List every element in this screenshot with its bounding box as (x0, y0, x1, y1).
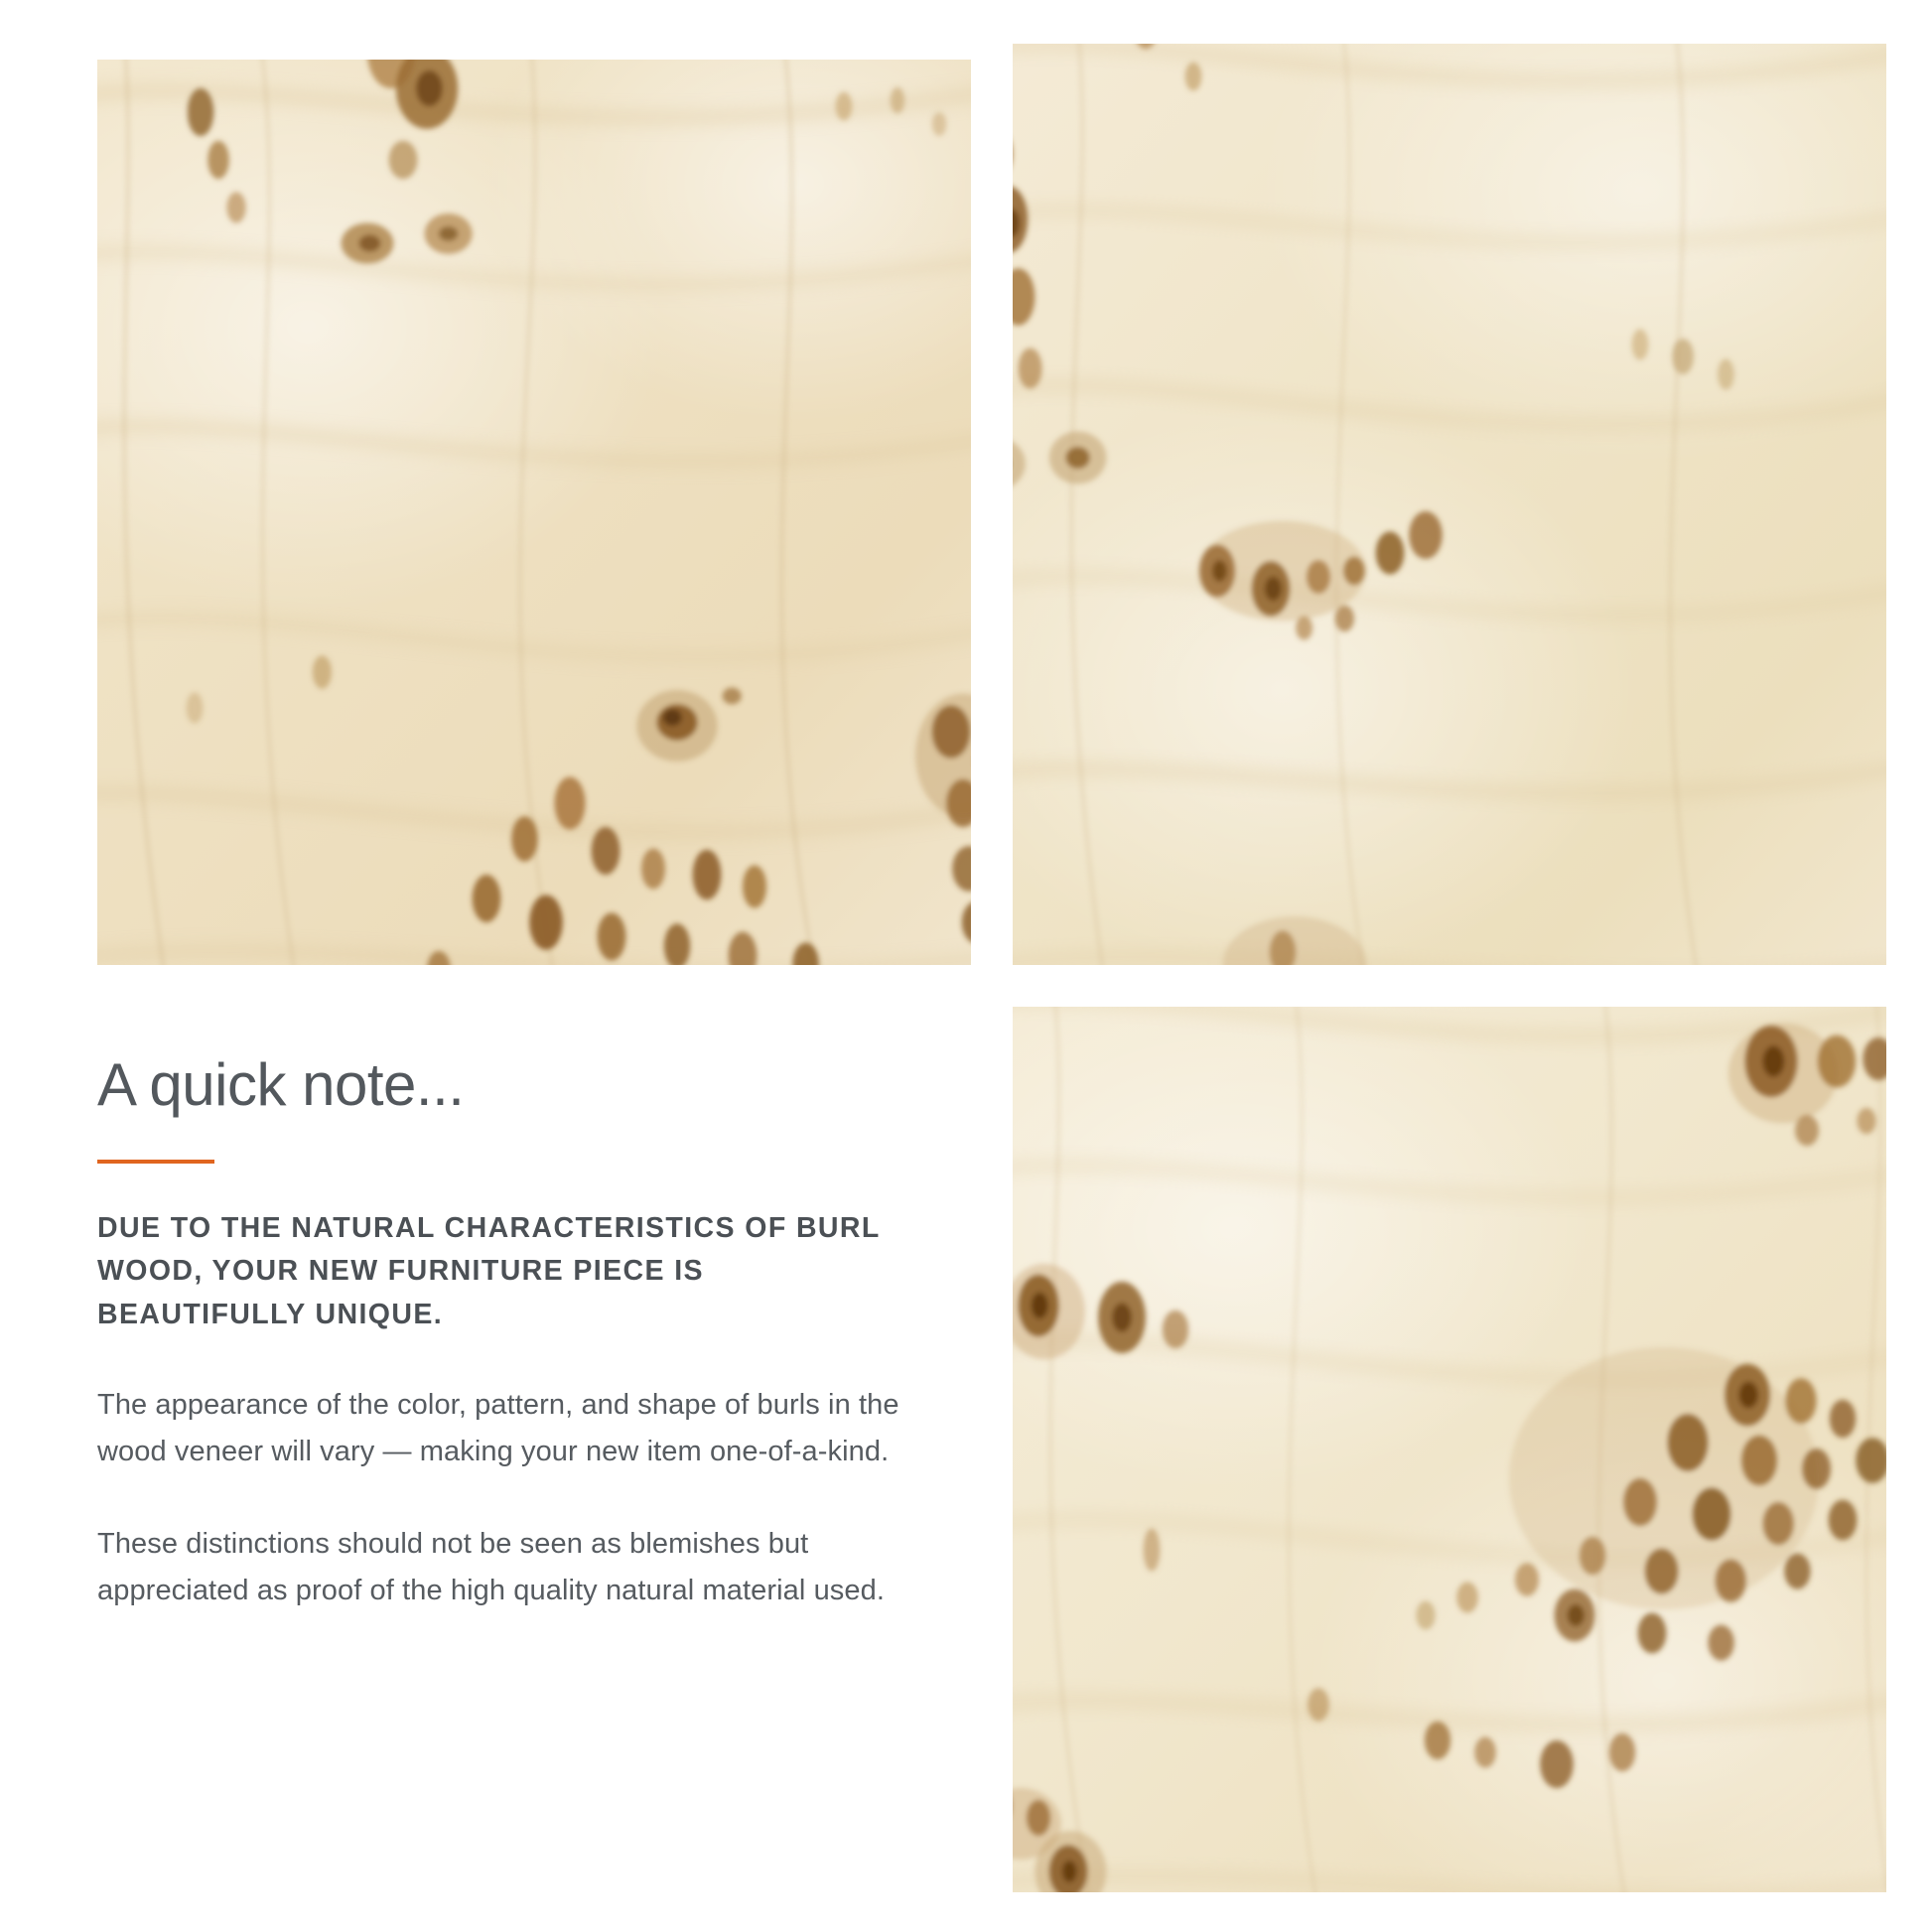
page-title: A quick note... (97, 1051, 465, 1118)
note-paragraph-2: These distinctions should not be seen as blemishes but appreciated as proof of the high quality natural material used. (97, 1527, 886, 1606)
wood-grain-illustration (97, 60, 971, 965)
accent-divider (97, 1160, 214, 1164)
note-paragraph-1: The appearance of the color, pattern, and shape of burls in the wood veneer will vary — making your new item one-of-a-kind. (97, 1388, 899, 1467)
wood-grain-illustration (1013, 1007, 1886, 1892)
note-lede: DUE TO THE NATURAL CHARACTERISTICS OF BURL WOOD, YOUR NEW FURNITURE PIECE IS BEAUTIFULLY UNIQUE. (97, 1212, 881, 1330)
quick-note-block (97, 1052, 931, 1614)
wood-veneer-image-top-right (1013, 44, 1886, 965)
wood-veneer-image-bottom-right (1013, 1007, 1886, 1892)
wood-grain-illustration (1013, 44, 1886, 965)
wood-veneer-image-top-left (97, 60, 971, 965)
